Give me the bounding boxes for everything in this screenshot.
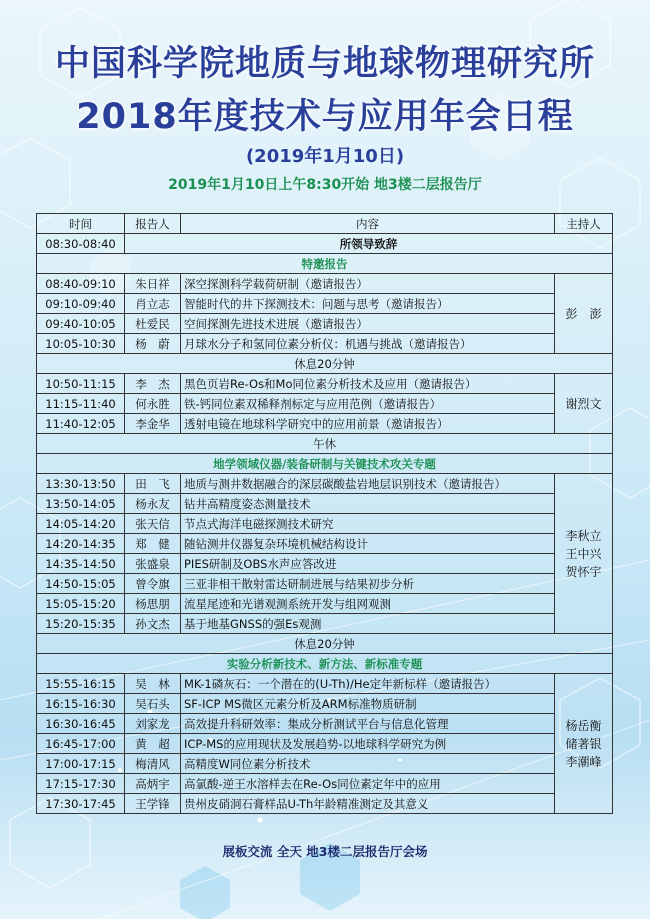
content-cell: 铁-钙同位素双稀释剂标定与应用范例（邀请报告）	[181, 394, 555, 414]
speaker-cell: 吴 林	[125, 674, 181, 694]
time-cell: 14:20-14:35	[37, 534, 125, 554]
content-cell: 高氯酸-逆王水溶样去在Re-Os同位素定年中的应用	[181, 774, 555, 794]
host-name: 贺怀宇	[565, 564, 602, 579]
host-name: 储著银	[565, 736, 602, 751]
speaker-cell: 杨 蔚	[125, 334, 181, 354]
content-cell: 地质与测井数据融合的深层碳酸盐岩地层识别技术（邀请报告）	[181, 474, 555, 494]
table-row	[37, 694, 613, 714]
content-cell: 随钻测井仪器复杂环境机械结构设计	[181, 534, 555, 554]
time-cell: 08:30-08:40	[37, 234, 125, 254]
title-line-2: 2018年度技术与应用年会日程	[76, 97, 574, 137]
content-cell: 月球水分子和氢同位素分析仪：机遇与挑战（邀请报告）	[181, 334, 555, 354]
table-row	[37, 734, 613, 754]
speaker-cell: 李金华	[125, 414, 181, 434]
time-cell: 10:50-11:15	[37, 374, 125, 394]
time-cell: 14:05-14:20	[37, 514, 125, 534]
table-row	[37, 614, 613, 634]
time-cell: 17:00-17:15	[37, 754, 125, 774]
time-cell: 13:30-13:50	[37, 474, 125, 494]
content-cell: 智能时代的井下探测技术：问题与思考（邀请报告）	[181, 294, 555, 314]
table-row	[37, 374, 613, 394]
table-row	[37, 594, 613, 614]
content-cell: 高效提升科研效率：集成分析测试平台与信息化管理	[181, 714, 555, 734]
section-title: 实验分析新技术、新方法、新标准专题	[37, 654, 613, 674]
content-cell: PIES研制及OBS水声应答改进	[181, 554, 555, 574]
content-cell: 流星尾迹和光谱观测系统开发与组网观测	[181, 594, 555, 614]
host-name: 李秋立	[565, 528, 602, 543]
title-line-1: 中国科学院地质与地球物理研究所	[54, 44, 595, 84]
speaker-cell: 曾令旗	[125, 574, 181, 594]
time-cell: 10:05-10:30	[37, 334, 125, 354]
content-cell: 所领导致辞	[125, 234, 613, 254]
table-row	[37, 794, 613, 814]
speaker-cell: 刘家龙	[125, 714, 181, 734]
table-row	[37, 514, 613, 534]
content-cell: 空间探测先进技术进展（邀请报告）	[181, 314, 555, 334]
table-row	[37, 774, 613, 794]
column-header-time: 时间	[37, 214, 125, 234]
speaker-cell: 田 飞	[125, 474, 181, 494]
content-cell: 基于地基GNSS的强Es观测	[181, 614, 555, 634]
host-cell	[555, 474, 613, 634]
content-cell: 黑色页岩Re-Os和Mo同位素分析技术及应用（邀请报告）	[181, 374, 555, 394]
speaker-cell: 梅清风	[125, 754, 181, 774]
time-cell: 16:15-16:30	[37, 694, 125, 714]
content-cell: 深空探测科学载荷研制（邀请报告）	[181, 274, 555, 294]
time-cell: 17:15-17:30	[37, 774, 125, 794]
content-cell: 三亚非相干散射雷达研制进展与结果初步分析	[181, 574, 555, 594]
column-header-speaker: 报告人	[125, 214, 181, 234]
table-row	[37, 394, 613, 414]
speaker-cell: 杜爱民	[125, 314, 181, 334]
break-label: 午休	[37, 434, 613, 454]
host-name: 谢烈文	[565, 396, 602, 411]
table-row	[37, 454, 613, 474]
table-row	[37, 494, 613, 514]
footer-note: 展板交流 全天 地3楼二层报告厅会场	[222, 844, 428, 859]
table-row	[37, 674, 613, 694]
host-cell	[555, 374, 613, 434]
table-row	[37, 574, 613, 594]
column-header-host: 主持人	[555, 214, 613, 234]
table-row	[37, 654, 613, 674]
speaker-cell: 黄 超	[125, 734, 181, 754]
speaker-cell: 王学锋	[125, 794, 181, 814]
host-cell	[555, 674, 613, 814]
content-cell: 高精度W同位素分析技术	[181, 754, 555, 774]
speaker-cell: 肖立志	[125, 294, 181, 314]
time-cell: 16:45-17:00	[37, 734, 125, 754]
time-cell: 14:35-14:50	[37, 554, 125, 574]
time-cell: 17:30-17:45	[37, 794, 125, 814]
table-row	[37, 534, 613, 554]
content-cell: 贵州皮硝洞石膏样品U-Th年龄精准测定及其意义	[181, 794, 555, 814]
section-title: 地学领域仪器/装备研制与关键技术攻关专题	[37, 454, 613, 474]
table-row	[37, 434, 613, 454]
content-cell: ICP-MS的应用现状及发展趋势-以地球科学研究为例	[181, 734, 555, 754]
table-row	[37, 554, 613, 574]
content-cell: MK-1磷灰石：一个潜在的(U-Th)/He定年新标样（邀请报告）	[181, 674, 555, 694]
time-cell: 09:10-09:40	[37, 294, 125, 314]
speaker-cell: 张天信	[125, 514, 181, 534]
break-label: 休息20分钟	[37, 634, 613, 654]
speaker-cell: 张盛泉	[125, 554, 181, 574]
content-cell: SF-ICP MS微区元素分析及ARM标准物质研制	[181, 694, 555, 714]
time-location: 2019年1月10日上午8:30开始 地3楼二层报告厅	[168, 177, 482, 193]
host-name: 王中兴	[565, 546, 602, 561]
host-cell	[555, 274, 613, 354]
time-cell: 15:05-15:20	[37, 594, 125, 614]
table-row	[37, 474, 613, 494]
content-cell: 透射电镜在地球科学研究中的应用前景（邀请报告）	[181, 414, 555, 434]
table-row	[37, 274, 613, 294]
table-row	[37, 634, 613, 654]
host-name: 彭 澎	[565, 306, 602, 321]
table-row	[37, 414, 613, 434]
host-name: 杨岳衡	[565, 718, 602, 733]
speaker-cell: 何永胜	[125, 394, 181, 414]
content-cell: 节点式海洋电磁探测技术研究	[181, 514, 555, 534]
speaker-cell: 李 杰	[125, 374, 181, 394]
schedule-table	[36, 213, 613, 814]
break-label: 休息20分钟	[37, 354, 613, 374]
speaker-cell: 吴石头	[125, 694, 181, 714]
section-title: 特邀报告	[37, 254, 613, 274]
column-header-content: 内容	[181, 214, 555, 234]
time-cell: 08:40-09:10	[37, 274, 125, 294]
speaker-cell: 杨永友	[125, 494, 181, 514]
time-cell: 14:50-15:05	[37, 574, 125, 594]
speaker-cell: 孙文杰	[125, 614, 181, 634]
time-cell: 11:15-11:40	[37, 394, 125, 414]
table-row	[37, 754, 613, 774]
time-cell: 15:20-15:35	[37, 614, 125, 634]
table-row	[37, 314, 613, 334]
host-name: 李潮峰	[565, 754, 602, 769]
speaker-cell: 朱日祥	[125, 274, 181, 294]
table-row	[37, 234, 613, 254]
table-row	[37, 354, 613, 374]
table-row	[37, 254, 613, 274]
time-cell: 16:30-16:45	[37, 714, 125, 734]
time-cell: 15:55-16:15	[37, 674, 125, 694]
speaker-cell: 郑 健	[125, 534, 181, 554]
speaker-cell: 杨思朋	[125, 594, 181, 614]
speaker-cell: 高炳宇	[125, 774, 181, 794]
date-note: (2019年1月10日)	[245, 146, 405, 167]
table-row	[37, 334, 613, 354]
time-cell: 11:40-12:05	[37, 414, 125, 434]
time-cell: 09:40-10:05	[37, 314, 125, 334]
content-cell: 钻井高精度姿态测量技术	[181, 494, 555, 514]
table-header-row	[37, 214, 613, 234]
table-row	[37, 714, 613, 734]
table-row	[37, 294, 613, 314]
time-cell: 13:50-14:05	[37, 494, 125, 514]
